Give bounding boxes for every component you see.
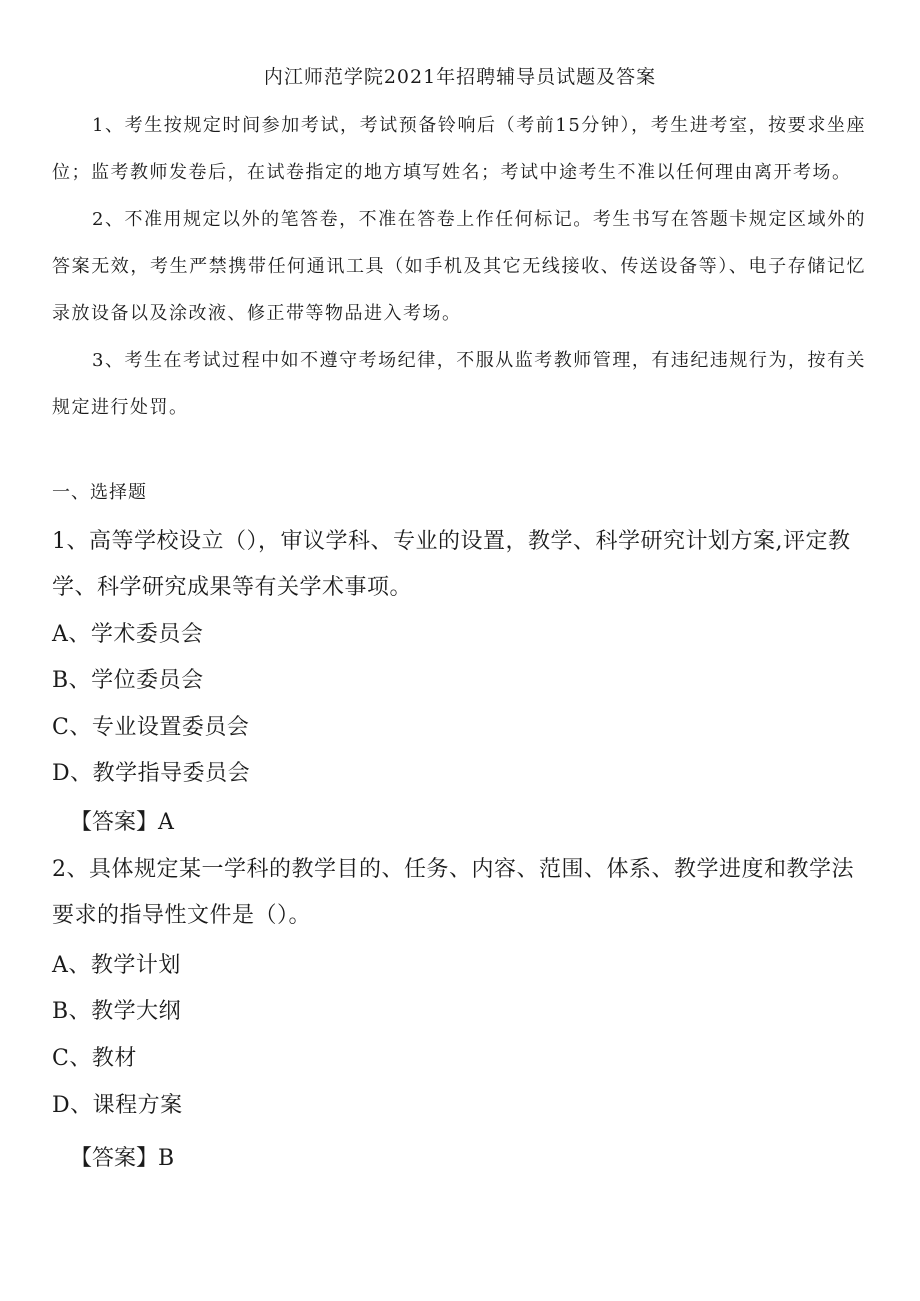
option-item: D、教学指导委员会 [52,761,251,786]
rule-paragraph: 2、不准用规定以外的笔答卷，不准在答卷上作任何标记。考生书写在答题卡规定区域外的答案无效，考生严禁携带任何通讯工具（如手机及其它无线接收、传送设备等）、电子存储记忆录放设备以及涂改液、修正带等物品进入考场。 [52,209,866,324]
option-item: C、教材 [52,1046,137,1071]
option-item: C、专业设置委员会 [52,715,250,740]
option-item: B、教学大纲 [52,999,182,1024]
answer-label: 【答案】B [70,1146,175,1171]
answer-label: 【答案】A [70,810,174,835]
section-heading: 一、选择题 [52,482,147,503]
option-item: B、学位委员会 [52,668,204,693]
option-item: A、学术委员会 [52,622,204,647]
page-title: 内江师范学院2021年招聘辅导员试题及答案 [263,66,657,88]
option-item: D、课程方案 [52,1093,183,1118]
exam-rules [52,102,866,431]
rule-paragraph: 3、考生在考试过程中如不遵守考场纪律，不服从监考教师管理，有违纪违规行为，按有关规定进行处罚。 [52,350,866,418]
question-stem: 2、具体规定某一学科的教学目的、任务、内容、范围、体系、教学进度和教学法要求的指导性文件是（）。 [52,857,854,928]
question-stem: 1、高等学校设立（），审议学科、专业的设置，教学、科学研究计划方案,评定教学、科学研究成果等有关学术事项。 [52,529,851,600]
rule-paragraph: 1、考生按规定时间参加考试，考试预备铃响后（考前15分钟），考生进考室，按要求坐座位；监考教师发卷后，在试卷指定的地方填写姓名；考试中途考生不准以任何理由离开考场。 [52,115,866,183]
option-item: A、教学计划 [52,953,181,978]
